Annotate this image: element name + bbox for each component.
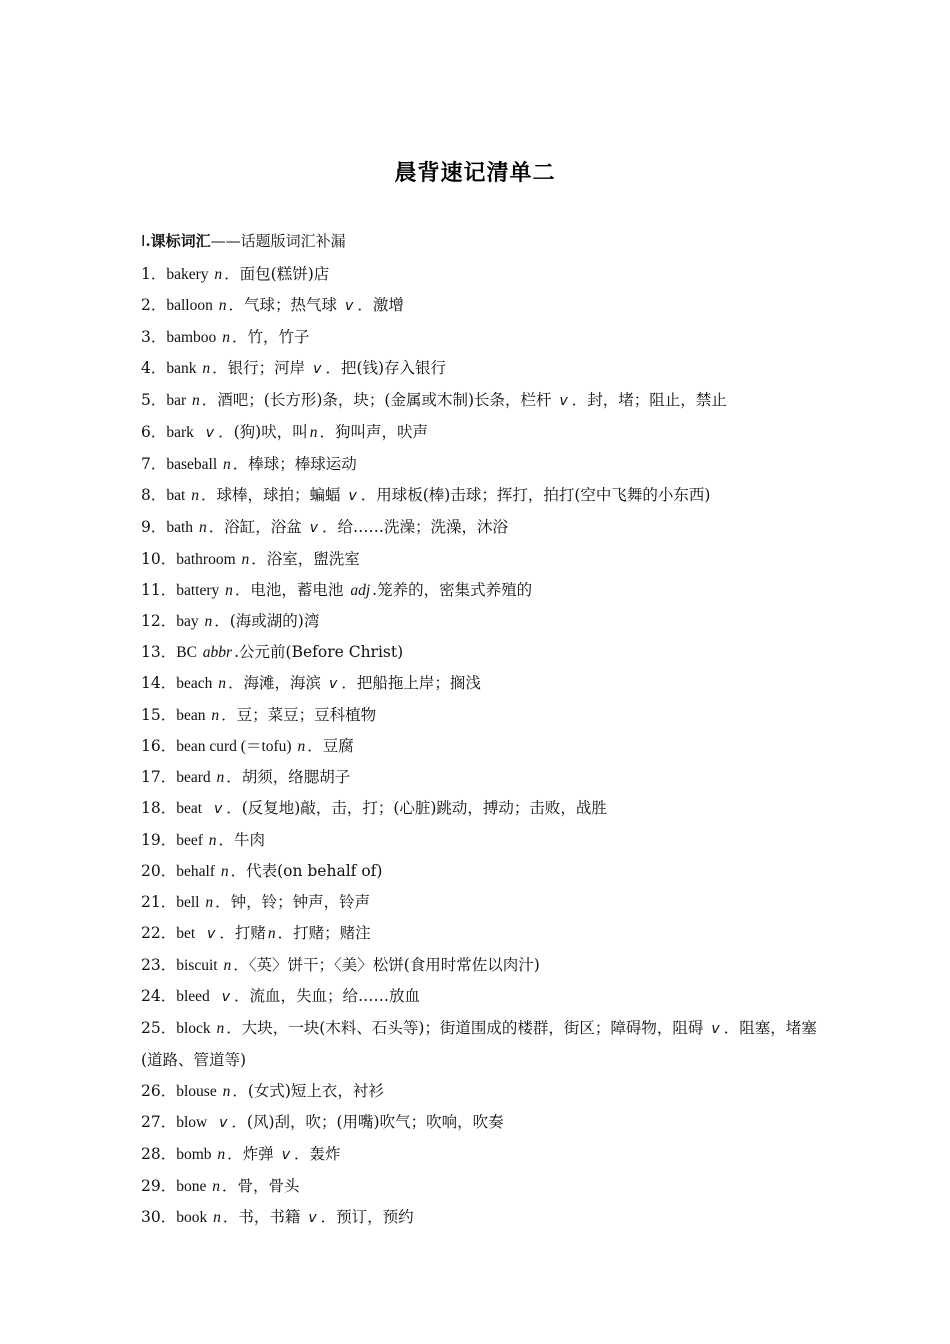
definition-text: ．球棒，球拍；蝙蝠 — [200, 486, 341, 504]
headword: beef — [176, 832, 207, 849]
part-of-speech: v — [711, 1021, 720, 1037]
entry-number: 23． — [141, 956, 177, 974]
headword: bleed — [176, 988, 214, 1005]
entry-number: 15． — [141, 706, 177, 724]
headword: bath — [166, 519, 197, 536]
part-of-speech: v — [559, 393, 568, 409]
headword: bone — [176, 1178, 211, 1195]
part-of-speech: n — [222, 329, 230, 346]
vocab-entry — [141, 1171, 831, 1202]
vocab-entry — [141, 449, 831, 480]
definition-text: ．用球板(棒)击球；挥打，拍打(空中飞舞的小东西) — [360, 486, 711, 504]
part-of-speech: adj — [350, 582, 371, 599]
part-of-speech: n — [217, 1146, 226, 1163]
definition-text: ．狗叫声，吠声 — [319, 423, 428, 441]
headword: bark — [166, 424, 198, 441]
part-of-speech: n — [212, 1178, 220, 1195]
definition-text: ．激增 — [357, 296, 404, 314]
part-of-speech: v — [329, 676, 338, 692]
headword: bay — [176, 613, 203, 630]
headword: balloon — [166, 297, 217, 314]
headword: BC — [176, 644, 201, 661]
part-of-speech: abbr — [202, 644, 233, 661]
headword: battery — [176, 582, 224, 599]
vocab-entry — [141, 1139, 831, 1171]
definition-text: ．封，堵；阻止，禁止 — [571, 391, 727, 409]
part-of-speech: v — [308, 1210, 317, 1226]
vocabulary-list — [141, 228, 831, 1234]
part-of-speech: n — [225, 582, 233, 599]
definition-text: ．豆腐 — [307, 737, 354, 755]
part-of-speech: n — [223, 456, 231, 473]
entry-number: 5． — [141, 391, 167, 409]
headword: bean — [176, 707, 210, 724]
headword: beat — [176, 800, 206, 817]
section-subtitle: ——话题版词汇补漏 — [210, 232, 346, 250]
definition-text: ．大块，一块(木料、石头等)；街道围成的楼群，街区；障碍物，阻碍 — [226, 1019, 704, 1037]
definition-text: ．轰炸 — [293, 1145, 341, 1163]
vocab-entry — [141, 290, 831, 322]
definition-text: ．银行；河岸 — [212, 359, 306, 377]
part-of-speech: v — [221, 989, 230, 1005]
definition-text: ．气球；热气球 — [228, 296, 338, 314]
entry-number: 29． — [141, 1177, 177, 1195]
definition-text: ．预订，预约 — [320, 1208, 414, 1226]
entry-number: 9． — [141, 518, 167, 536]
entry-number: 20． — [141, 862, 177, 880]
headword: blow — [176, 1114, 212, 1131]
definition-text: ．代表(on behalf of) — [230, 862, 383, 880]
vocab-entry — [141, 825, 831, 856]
headword: bamboo — [166, 329, 221, 346]
definition-text: ．流血，失血；给……放血 — [233, 987, 420, 1005]
definition-text: ．电池，蓄电池 — [234, 581, 349, 599]
vocab-entry — [141, 637, 831, 668]
entry-number: 22． — [141, 924, 177, 942]
definition-text: ．钟，铃；钟声，铃声 — [215, 893, 371, 911]
definition-text: ．豆；菜豆；豆科植物 — [221, 706, 377, 724]
part-of-speech: n — [216, 1020, 225, 1037]
entry-number: 25． — [141, 1019, 177, 1037]
vocab-entry — [141, 950, 831, 981]
part-of-speech: n — [218, 297, 227, 314]
entry-number: 11． — [141, 581, 177, 599]
definition-text: ．棒球；棒球运动 — [232, 455, 357, 473]
entry-number: 6． — [141, 423, 167, 441]
part-of-speech: n — [309, 424, 318, 441]
part-of-speech: v — [213, 801, 223, 817]
vocab-entry — [141, 700, 831, 731]
definition-text: ．打赌 — [219, 924, 266, 942]
part-of-speech: n — [192, 392, 200, 409]
section-heading — [141, 228, 831, 259]
headword: bet — [176, 925, 200, 942]
part-of-speech: n — [241, 551, 250, 568]
page-title: 晨背速记清单二 — [394, 161, 556, 186]
entry-number: 3． — [141, 328, 167, 346]
vocab-entry — [141, 606, 831, 637]
part-of-speech: n — [216, 769, 225, 786]
entry-number: 13． — [141, 643, 177, 661]
headword: bell — [176, 894, 204, 911]
headword: biscuit — [176, 957, 222, 974]
section-title: .课标词汇 — [145, 232, 211, 250]
vocab-entry — [141, 918, 831, 950]
headword: book — [176, 1209, 212, 1226]
entry-number: 30． — [141, 1208, 177, 1226]
definition-text: ．海滩，海滨 — [228, 674, 322, 692]
definition-text: ．(反复地)敲，击，打；(心脏)跳动，搏动；击败，战胜 — [226, 799, 607, 817]
vocab-entry — [141, 480, 831, 512]
definition-text: .笼养的，密集式养殖的 — [372, 581, 533, 599]
headword: behalf — [176, 863, 219, 880]
entry-number: 16． — [141, 737, 177, 755]
entry-number: 2． — [141, 296, 167, 314]
definition-text: ．(女式)短上衣，衬衫 — [232, 1082, 384, 1100]
definition-text: ．竹，竹子 — [231, 328, 310, 346]
vocab-entry — [141, 762, 831, 793]
part-of-speech: n — [204, 613, 213, 630]
headword: bean curd (＝tofu) — [176, 738, 296, 755]
part-of-speech: v — [281, 1147, 290, 1163]
headword: bakery — [166, 266, 213, 283]
vocab-entry — [141, 575, 831, 606]
entry-number: 4． — [141, 359, 167, 377]
entries-container — [141, 259, 831, 1234]
part-of-speech: v — [219, 1115, 228, 1131]
headword: block — [176, 1020, 215, 1037]
part-of-speech: n — [208, 832, 217, 849]
vocab-entry — [141, 856, 831, 887]
entry-number: 21． — [141, 893, 177, 911]
vocab-entry — [141, 544, 831, 575]
headword: bank — [166, 360, 201, 377]
section-number: Ⅰ — [141, 234, 146, 250]
entry-number: 27． — [141, 1113, 177, 1131]
definition-text: ．把(钱)存入银行 — [325, 359, 447, 377]
part-of-speech: n — [191, 487, 199, 504]
definition-text: ．(狗)吠，叫 — [218, 423, 308, 441]
headword: beach — [176, 675, 217, 692]
entry-number: 18． — [141, 799, 177, 817]
definition-text: ．浴缸，浴盆 — [208, 518, 302, 536]
entry-number: 24． — [141, 987, 177, 1005]
part-of-speech: n — [297, 738, 306, 755]
definition-text: .公元前(Before Christ) — [234, 643, 404, 661]
definition-text: ．阻塞，堵塞(道路、管道等) — [141, 1019, 817, 1069]
vocab-entry — [141, 385, 831, 417]
part-of-speech: v — [313, 361, 322, 377]
vocab-entry — [141, 512, 831, 544]
headword: baseball — [166, 456, 222, 473]
definition-text: ．(风)刮，吹；(用嘴)吹气；吹响，吹奏 — [231, 1113, 504, 1131]
definition-text: ．书，书籍 — [222, 1208, 301, 1226]
entry-number: 12． — [141, 612, 177, 630]
vocab-entry — [141, 259, 831, 290]
part-of-speech: n — [220, 863, 229, 880]
part-of-speech: n — [214, 266, 223, 283]
definition-text: ．牛肉 — [218, 831, 266, 849]
vocab-entry — [141, 668, 831, 700]
entry-number: 1． — [141, 265, 167, 283]
entry-number: 10． — [141, 550, 177, 568]
part-of-speech: v — [205, 425, 215, 441]
part-of-speech: v — [348, 488, 357, 504]
vocab-entry — [141, 417, 831, 449]
vocab-entry — [141, 1013, 831, 1076]
part-of-speech: n — [205, 894, 214, 911]
entry-number: 19． — [141, 831, 177, 849]
entry-number: 26． — [141, 1082, 177, 1100]
entry-number: 14． — [141, 674, 177, 692]
definition-text: ．〈英〉饼干；〈美〉松饼(食用时常佐以肉汁) — [233, 956, 540, 974]
headword: bar — [166, 392, 191, 409]
vocab-entry — [141, 731, 831, 762]
headword: bat — [166, 487, 190, 504]
definition-text: ．浴室，盥洗室 — [251, 550, 360, 568]
entry-number: 17． — [141, 768, 177, 786]
definition-text: ．胡须，络腮胡子 — [226, 768, 351, 786]
vocab-entry — [141, 1202, 831, 1234]
definition-text: ．打赌；赌注 — [277, 924, 371, 942]
part-of-speech: n — [211, 707, 220, 724]
definition-text: ．给……洗澡；洗澡，沐浴 — [322, 518, 509, 536]
part-of-speech: n — [198, 519, 207, 536]
entry-number: 7． — [141, 455, 167, 473]
vocab-entry — [141, 322, 831, 353]
part-of-speech: n — [218, 675, 226, 692]
part-of-speech: n — [213, 1209, 221, 1226]
vocab-entry — [141, 1107, 831, 1139]
headword: blouse — [176, 1083, 221, 1100]
definition-text: ．酒吧；(长方形)条，块；(金属或木制)长条，栏杆 — [201, 391, 552, 409]
vocab-entry — [141, 1076, 831, 1107]
vocab-entry — [141, 981, 831, 1013]
definition-text: ．骨，骨头 — [222, 1177, 300, 1195]
definition-text: ．面包(糕饼)店 — [224, 265, 330, 283]
headword: bomb — [176, 1146, 216, 1163]
definition-text: ．炸弹 — [227, 1145, 274, 1163]
part-of-speech: v — [345, 298, 354, 314]
part-of-speech: n — [202, 360, 211, 377]
part-of-speech: v — [207, 926, 216, 942]
vocab-entry — [141, 353, 831, 385]
part-of-speech: n — [223, 957, 232, 974]
vocab-entry — [141, 887, 831, 918]
headword: bathroom — [176, 551, 240, 568]
part-of-speech: n — [222, 1083, 231, 1100]
definition-text: ．把船拖上岸；搁浅 — [341, 674, 481, 692]
entry-number: 8． — [141, 486, 167, 504]
part-of-speech: n — [267, 925, 276, 942]
vocab-entry — [141, 793, 831, 825]
definition-text: ．(海或湖的)湾 — [214, 612, 320, 630]
headword: beard — [176, 769, 215, 786]
part-of-speech: v — [309, 520, 318, 536]
entry-number: 28． — [141, 1145, 177, 1163]
